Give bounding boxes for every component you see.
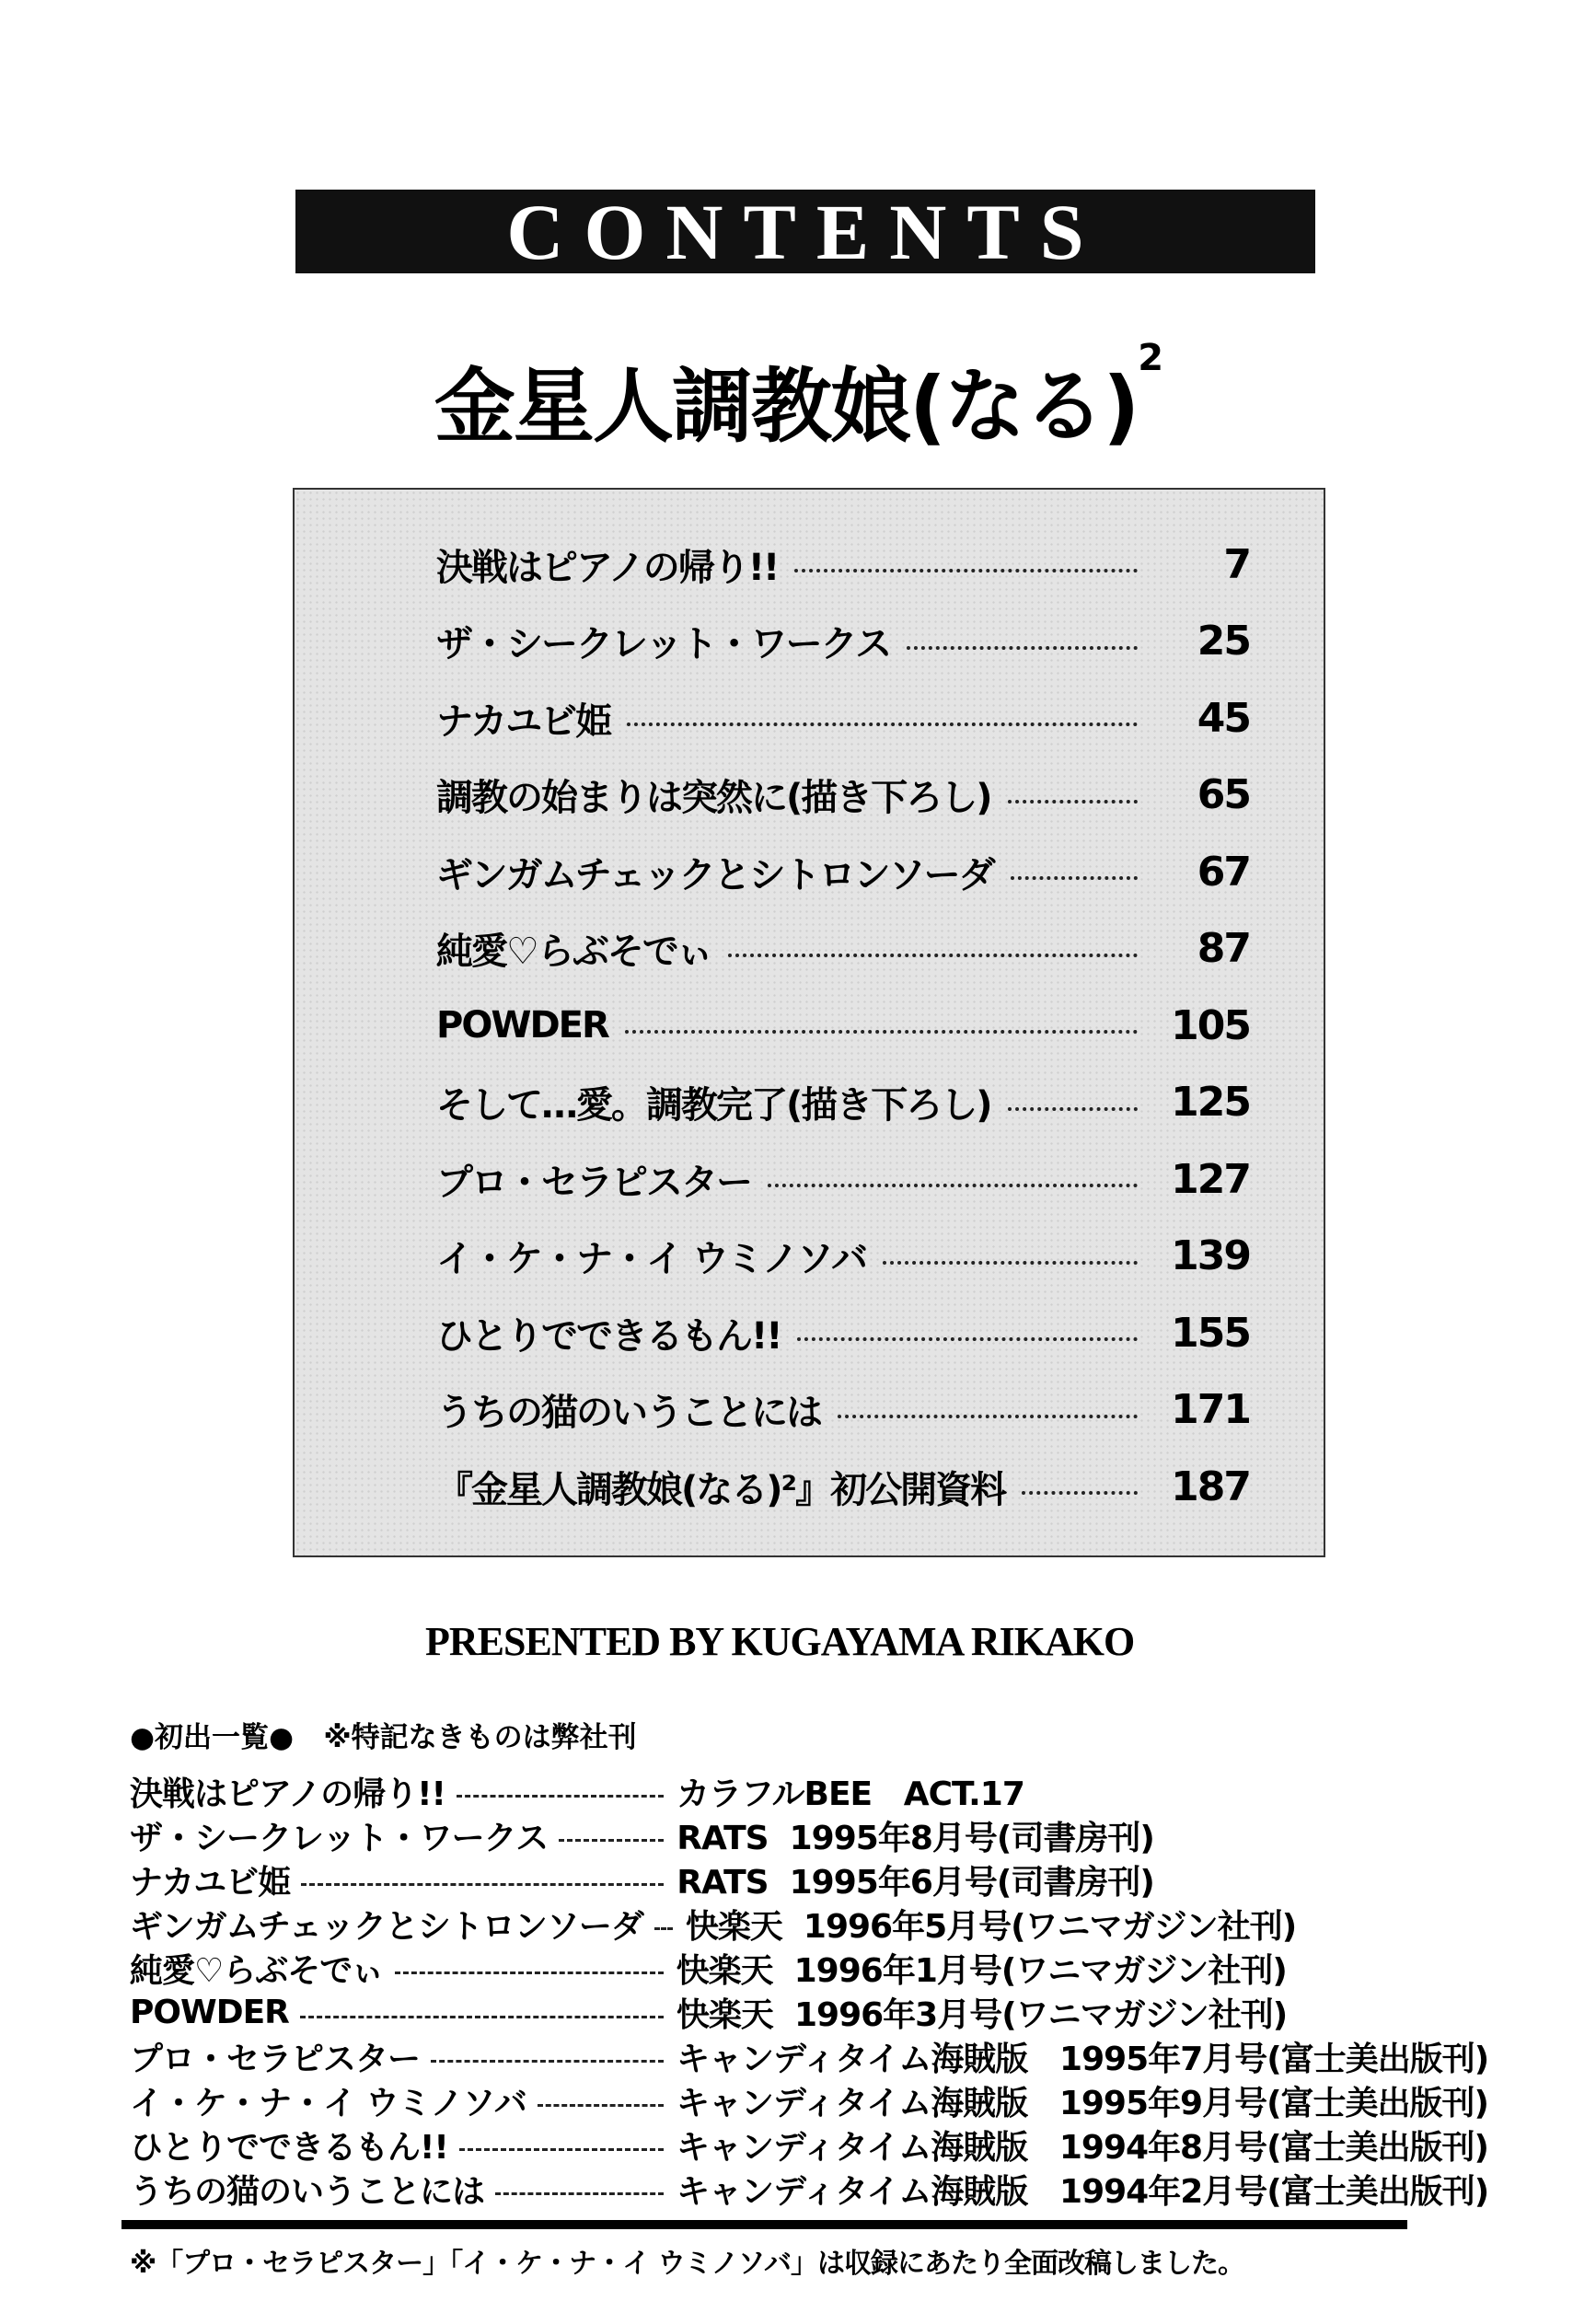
divider-rule — [121, 2220, 1407, 2229]
leader-dots — [768, 1184, 1138, 1187]
origin-publication: 快楽天 1996年5月号(ワニマガジン社刊) — [685, 1907, 1297, 1946]
author-credit: PRESENTED BY KUGAYAMA RIKAKO — [425, 1619, 1135, 1664]
leader-dots — [794, 569, 1138, 572]
toc-entry[interactable] — [436, 1382, 1250, 1438]
toc-entry-title: ギンガムチェックとシトロンソーダ — [436, 853, 994, 896]
book-title-superscript: 2 — [1138, 337, 1162, 379]
toc-entry-page: 7 — [1223, 540, 1250, 588]
toc-entry-title: 決戦はピアノの帰り!! — [436, 546, 779, 589]
leader-dashes — [654, 1927, 673, 1930]
toc-entry-title: ナカユビ姫 — [436, 700, 611, 743]
toc-entry-title: 『金星人調教娘(なる)²』初公開資料 — [436, 1468, 1006, 1511]
origin-entry — [130, 1813, 1400, 1857]
toc-entry-page: 171 — [1171, 1386, 1250, 1433]
toc-entry-page: 105 — [1171, 1001, 1250, 1049]
origin-publication: キャンディタイム海賊版 1994年8月号(富士美出版刊) — [676, 2128, 1488, 2167]
toc-entry-page: 87 — [1197, 925, 1250, 972]
leader-dots — [797, 1337, 1138, 1341]
origin-entry — [130, 2122, 1488, 2167]
toc-entry-page: 127 — [1171, 1155, 1250, 1203]
leader-dashes — [301, 1883, 664, 1886]
toc-entry-page: 67 — [1197, 848, 1250, 896]
toc-entry-title: ザ・シークレット・ワークス — [436, 623, 891, 665]
leader-dashes — [300, 2016, 664, 2018]
origin-title: POWDER — [130, 1993, 289, 2031]
toc-entry[interactable] — [436, 1075, 1250, 1130]
toc-entry-page: 139 — [1171, 1232, 1250, 1279]
leader-dots — [625, 1030, 1138, 1034]
leader-dots — [728, 954, 1138, 957]
toc-entry-title: 純愛♡らぶそでぃ — [436, 931, 712, 973]
leader-dashes — [457, 1795, 664, 1798]
origin-title: ギンガムチェックとシトロンソーダ — [130, 1907, 643, 1946]
origin-publication: キャンディタイム海賊版 1995年9月号(富士美出版刊) — [676, 2084, 1488, 2122]
toc-entry[interactable] — [436, 614, 1250, 669]
toc-entry-title: ひとりでできるもん!! — [436, 1314, 781, 1358]
leader-dashes — [459, 2148, 664, 2151]
toc-entry[interactable] — [436, 844, 1250, 899]
toc-entry[interactable] — [436, 690, 1250, 746]
toc-entry[interactable] — [436, 1305, 1250, 1360]
leader-dots — [1011, 876, 1138, 880]
toc-entry-title: うちの猫のいうことには — [436, 1392, 821, 1434]
leader-dashes — [559, 1839, 664, 1842]
leader-dots — [1022, 1491, 1138, 1495]
origin-title: 決戦はピアノの帰り!! — [130, 1775, 445, 1813]
toc-entry-title: そして…愛。調教完了(描き下ろし) — [436, 1084, 991, 1127]
origin-publication: 快楽天 1996年3月号(ワニマガジン社刊) — [676, 1995, 1288, 2034]
origin-publication: キャンディタイム海賊版 1995年7月号(富士美出版刊) — [677, 2040, 1489, 2078]
toc-entry-title: イ・ケ・ナ・イ ウミノソバ — [436, 1238, 867, 1280]
origin-publication: キャンディタイム海賊版 1994年2月号(富士美出版刊) — [677, 2172, 1489, 2211]
origin-publication: 快楽天 1996年1月号(ワニマガジン社刊) — [676, 1951, 1287, 1990]
origin-title: ザ・シークレット・ワークス — [130, 1819, 549, 1857]
leader-dots — [907, 646, 1138, 650]
book-title — [0, 337, 1596, 458]
leader-dots — [883, 1261, 1138, 1265]
contents-banner: CONTENTS — [295, 190, 1315, 273]
leader-dots — [1008, 1107, 1138, 1111]
origin-title: 純愛♡らぶそでぃ — [130, 1951, 384, 1990]
origin-entry — [130, 1946, 1400, 1990]
origin-publication: カラフルBEE ACT.17 — [676, 1775, 1024, 1813]
toc-entry[interactable] — [436, 768, 1250, 823]
origin-entry — [130, 2078, 1488, 2122]
origin-publication: RATS 1995年6月号(司書房刊) — [677, 1863, 1154, 1902]
origins-header: ●初出一覧● ※特記なきものは弊社刊 — [130, 1721, 637, 1754]
origin-title: ひとりでできるもん!! — [130, 2128, 448, 2167]
origin-entry — [130, 1769, 1400, 1813]
toc-entry-title: 調教の始まりは突然に(描き下ろし) — [436, 777, 991, 819]
origin-title: ナカユビ姫 — [130, 1863, 291, 1902]
leader-dashes — [538, 2104, 664, 2107]
toc-entry-page: 187 — [1171, 1463, 1250, 1510]
origin-title: イ・ケ・ナ・イ ウミノソバ — [130, 2084, 526, 2122]
toc-entry[interactable] — [436, 537, 1250, 592]
origin-publication: RATS 1995年8月号(司書房刊) — [677, 1819, 1154, 1857]
toc-entry-title: プロ・セラピスター — [436, 1161, 751, 1204]
origin-entry — [130, 2034, 1489, 2078]
leader-dashes — [395, 1971, 664, 1974]
toc-entry[interactable] — [436, 1459, 1250, 1514]
toc-entry[interactable] — [436, 921, 1250, 977]
toc-entry[interactable] — [436, 1151, 1250, 1207]
footnote: ※「プロ・セラピスター」「イ・ケ・ナ・イ ウミノソバ」は収録にあたり全面改稿しました。 — [130, 2248, 1245, 2280]
toc-entry[interactable] — [436, 998, 1250, 1053]
toc-entry-title: POWDER — [436, 1004, 608, 1046]
leader-dots — [627, 723, 1138, 726]
leader-dots — [1008, 800, 1138, 804]
toc-entry[interactable] — [436, 1229, 1250, 1284]
toc-entry-page: 65 — [1197, 771, 1250, 818]
origin-entry — [130, 1857, 1400, 1902]
toc-entry-page: 25 — [1197, 618, 1250, 665]
origin-title: うちの猫のいうことには — [130, 2172, 485, 2211]
origin-title: プロ・セラピスター — [130, 2040, 421, 2078]
leader-dashes — [431, 2060, 664, 2063]
toc-entry-page: 45 — [1197, 694, 1250, 742]
toc-entry-page: 155 — [1171, 1309, 1250, 1357]
leader-dashes — [495, 2192, 664, 2195]
origin-entry — [130, 2167, 1489, 2211]
origin-entry — [130, 1990, 1400, 2034]
book-title-text: 金星人調教娘(なる) — [434, 359, 1139, 454]
origin-entry — [130, 1902, 1400, 1946]
leader-dots — [838, 1415, 1138, 1418]
toc-entry-page: 125 — [1171, 1079, 1250, 1126]
